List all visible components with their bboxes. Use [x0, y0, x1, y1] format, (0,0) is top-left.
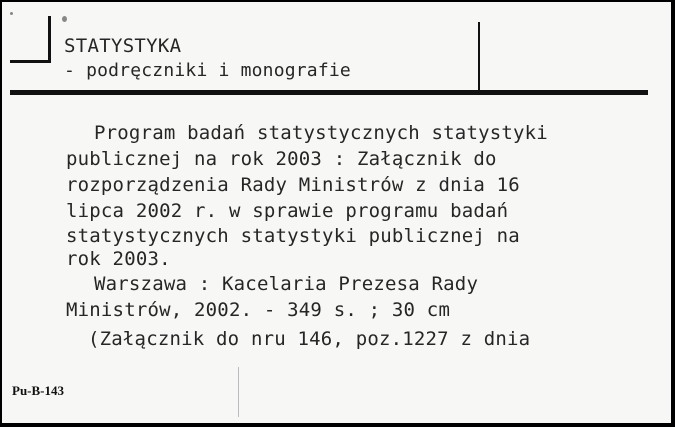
body-line: statystycznych statystyki publicznej na	[66, 225, 520, 247]
body-line: rozporządzenia Rady Ministrów z dnia 16	[66, 174, 520, 196]
ink-speck	[62, 16, 67, 22]
ink-speck	[10, 12, 13, 15]
catalog-card	[2, 2, 671, 423]
header-rule	[10, 90, 648, 95]
body-line: Program badań statystycznych statystyki	[94, 122, 548, 144]
card-subcategory: - podręczniki i monografie	[64, 60, 351, 81]
corner-mark	[48, 16, 51, 62]
body-line: (Załącznik do nru 146, poz.1227 z dnia	[88, 328, 531, 350]
corner-mark	[10, 60, 51, 63]
body-line: publicznej na rok 2003 : Załącznik do	[66, 148, 497, 170]
card-category: STATYSTYKA	[64, 35, 182, 57]
body-line: lipca 2002 r. w sprawie programu badań	[66, 200, 509, 222]
shelf-mark: Pu-B-143	[12, 383, 64, 398]
body-line: Ministrów, 2002. - 349 s. ; 30 cm	[66, 299, 451, 321]
header-divider	[478, 22, 480, 92]
body-line: Warszawa : Kacelaria Prezesa Rady	[94, 273, 479, 295]
faint-divider	[238, 367, 239, 417]
body-line: rok 2003.	[66, 248, 171, 270]
